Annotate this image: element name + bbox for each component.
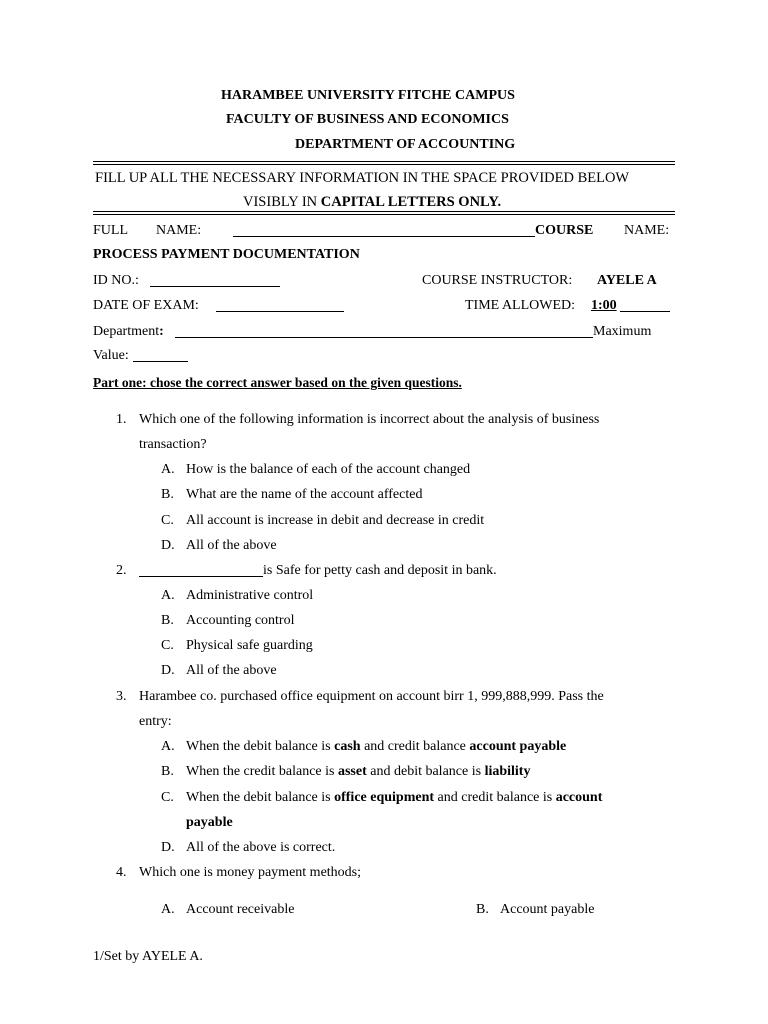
q1-option-d: All of the above bbox=[186, 538, 277, 553]
time-value: 1:00 bbox=[591, 298, 617, 313]
date-label: DATE OF EXAM: bbox=[93, 298, 199, 313]
full-label: FULL bbox=[93, 223, 128, 238]
q2-option-d-letter: D. bbox=[161, 663, 175, 678]
q1-option-b-letter: B. bbox=[161, 487, 174, 502]
q1-text-line1: Which one of the following information is incorrect about the analysis of business bbox=[139, 412, 600, 427]
part-one-heading: Part one: chose the correct answer based on the given questions. bbox=[93, 375, 462, 390]
q1-option-d-letter: D. bbox=[161, 538, 175, 553]
q4-text: Which one is money payment methods; bbox=[139, 865, 362, 880]
course-name-label: NAME: bbox=[624, 223, 670, 238]
q2-option-b-letter: B. bbox=[161, 613, 174, 628]
max-value-field[interactable] bbox=[133, 347, 188, 362]
course-label: COURSE bbox=[535, 223, 594, 238]
q1-option-c-letter: C. bbox=[161, 513, 174, 528]
q3-option-c-letter: C. bbox=[161, 790, 174, 805]
id-label: ID NO.: bbox=[93, 273, 139, 288]
q4-option-b: Account payable bbox=[500, 902, 595, 917]
mid-rule-2 bbox=[93, 214, 675, 215]
q3-option-c: When the debit balance is office equipment and credit balance is account bbox=[186, 790, 603, 805]
q3-option-b: When the credit balance is asset and debit balance is liability bbox=[186, 764, 531, 779]
name-label: NAME: bbox=[156, 223, 202, 238]
q1-text-line2: transaction? bbox=[139, 437, 207, 452]
top-rule-1 bbox=[93, 161, 675, 162]
q3-number: 3. bbox=[116, 689, 127, 704]
mid-rule-1 bbox=[93, 211, 675, 212]
q3-option-d: All of the above is correct. bbox=[186, 840, 336, 855]
q1-option-c: All account is increase in debit and decrease in credit bbox=[186, 513, 485, 528]
q2-option-a-letter: A. bbox=[161, 588, 175, 603]
q2-option-a: Administrative control bbox=[186, 588, 314, 603]
maximum-label: Maximum bbox=[593, 324, 652, 339]
q3-text-line2: entry: bbox=[139, 714, 172, 729]
instructor-value: AYELE A bbox=[597, 273, 657, 288]
q3-option-a: When the debit balance is cash and credit balance account payable bbox=[186, 739, 567, 754]
time-label: TIME ALLOWED: bbox=[465, 298, 576, 313]
q2-option-c: Physical safe guarding bbox=[186, 638, 313, 653]
id-field[interactable] bbox=[150, 272, 280, 287]
q3-text-line1: Harambee co. purchased office equipment on account birr 1, 999,888,999. Pass the bbox=[139, 689, 604, 704]
department-field[interactable] bbox=[175, 323, 593, 338]
q2-number: 2. bbox=[116, 563, 127, 578]
q2-answer-blank[interactable] bbox=[139, 562, 263, 577]
q2-option-b: Accounting control bbox=[186, 613, 295, 628]
instruction-line-1: FILL UP ALL THE NECESSARY INFORMATION IN THE SPACE PROVIDED BELOW bbox=[95, 170, 630, 186]
q3-option-b-letter: B. bbox=[161, 764, 174, 779]
q4-option-b-letter: B. bbox=[476, 902, 489, 917]
full-name-field[interactable] bbox=[233, 222, 535, 237]
value-label: Value: bbox=[93, 348, 129, 363]
q1-option-a-letter: A. bbox=[161, 462, 175, 477]
q1-number: 1. bbox=[116, 412, 127, 427]
instructor-label: COURSE INSTRUCTOR: bbox=[422, 273, 573, 288]
q2-option-c-letter: C. bbox=[161, 638, 174, 653]
q4-option-a: Account receivable bbox=[186, 902, 295, 917]
date-field[interactable] bbox=[216, 297, 344, 312]
department-label: Department: bbox=[93, 324, 164, 339]
instruction-line-2: VISIBLY IN CAPITAL LETTERS ONLY. bbox=[243, 194, 502, 210]
time-blank bbox=[620, 297, 670, 312]
q2-option-d: All of the above bbox=[186, 663, 277, 678]
q1-option-b: What are the name of the account affected bbox=[186, 487, 423, 502]
q1-option-a: How is the balance of each of the account changed bbox=[186, 462, 471, 477]
course-name-value: PROCESS PAYMENT DOCUMENTATION bbox=[93, 247, 360, 262]
q3-option-a-letter: A. bbox=[161, 739, 175, 754]
q3-option-d-letter: D. bbox=[161, 840, 175, 855]
department-title: DEPARTMENT OF ACCOUNTING bbox=[295, 137, 516, 152]
q4-option-a-letter: A. bbox=[161, 902, 175, 917]
faculty-title: FACULTY OF BUSINESS AND ECONOMICS bbox=[226, 112, 509, 127]
top-rule-2 bbox=[93, 164, 675, 165]
footer-set-by: 1/Set by AYELE A. bbox=[93, 949, 203, 964]
q3-option-c-continued: payable bbox=[186, 815, 233, 830]
q4-number: 4. bbox=[116, 865, 127, 880]
q2-text: is Safe for petty cash and deposit in bank. bbox=[263, 563, 497, 578]
university-title: HARAMBEE UNIVERSITY FITCHE CAMPUS bbox=[221, 88, 515, 103]
